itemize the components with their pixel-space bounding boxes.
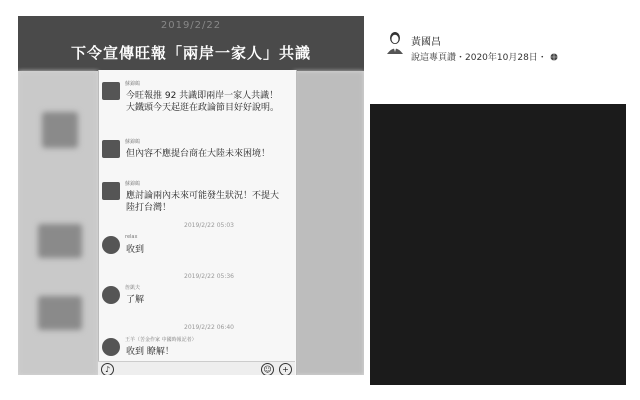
- message-sender: 蘇錦鶴: [125, 81, 141, 87]
- chat-message: [99, 178, 296, 218]
- avatar: [102, 338, 120, 356]
- message-text: 收到: [126, 245, 145, 255]
- redacted-post-image[interactable]: [370, 104, 626, 385]
- blurred-thumbnail: [38, 296, 82, 330]
- post-meta: [411, 50, 558, 63]
- message-text: 收到 瞭解！: [126, 347, 174, 357]
- chat-input-bar: [98, 361, 295, 375]
- message-sender: 王羊（苦金作家 中國時報記者）: [125, 337, 197, 343]
- screenshot-header: [18, 16, 364, 71]
- message-text: 應討論兩內未來可能發生狀況！不提大陸打台灣！: [126, 191, 280, 213]
- author-name[interactable]: 黃國昌: [411, 37, 441, 48]
- avatar: [102, 82, 120, 100]
- emoji-icon[interactable]: ☺: [261, 363, 274, 375]
- voice-icon[interactable]: ♪: [101, 363, 114, 375]
- message-text: 今旺報推 92 共識即兩岸一家人共識！大鐵頭今天起逛在政論節目好好說明。: [126, 91, 280, 113]
- message-sender: 蘇錦鶴: [125, 181, 141, 187]
- blurred-thumbnail: [42, 112, 78, 148]
- add-icon[interactable]: +: [279, 363, 292, 375]
- avatar: [102, 286, 120, 304]
- avatar: [102, 140, 120, 158]
- chat-screenshot: [18, 16, 364, 375]
- message-timestamp: 2019/2/22 05:03: [184, 222, 234, 229]
- blurred-background-right: [294, 71, 364, 375]
- post-meta-text: 說這專頁讚・2020年10月28日・: [411, 53, 547, 63]
- message-text: 了解: [126, 295, 145, 305]
- globe-icon: [550, 53, 558, 61]
- avatar: [102, 236, 120, 254]
- message-sender: 詹凱夫: [125, 285, 141, 291]
- message-timestamp: 2019/2/22 06:40: [184, 324, 234, 331]
- chat-message: [99, 78, 296, 134]
- blurred-thumbnail: [38, 224, 82, 258]
- message-sender: relax: [125, 234, 138, 240]
- chat-message: [99, 282, 296, 316]
- screenshot-date: 2019/2/22: [160, 20, 222, 31]
- message-timestamp: 2019/2/22 05:36: [184, 273, 234, 280]
- author-avatar[interactable]: [386, 30, 404, 54]
- chat-message: [99, 232, 296, 266]
- message-text: 但內容不應提台商在大陸未來困境！: [126, 149, 271, 159]
- message-sender: 蘇錦鶴: [125, 139, 141, 145]
- chat-message: [99, 136, 296, 176]
- chat-panel: [98, 70, 297, 375]
- avatar: [102, 182, 120, 200]
- screenshot-headline: 下令宣傳旺報「兩岸一家人」共識: [70, 44, 311, 62]
